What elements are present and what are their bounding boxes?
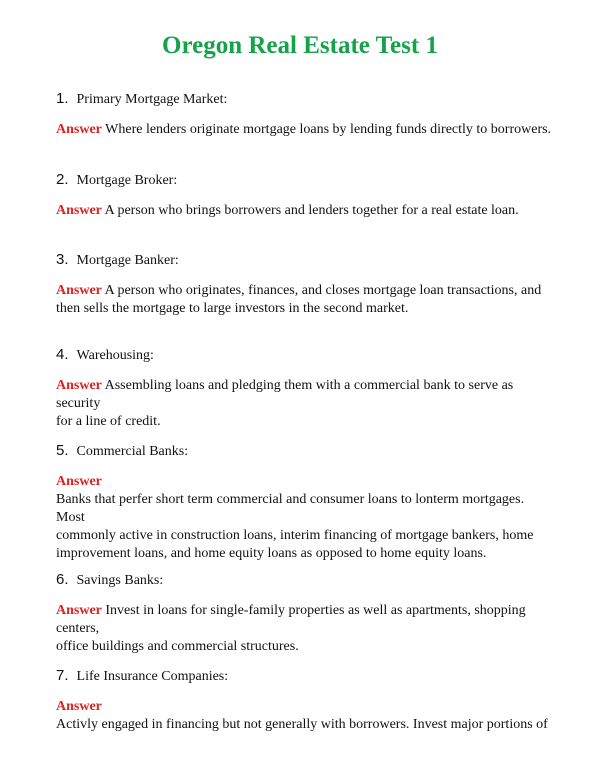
question xyxy=(56,249,556,271)
question-text: Primary Mortgage Market: xyxy=(76,92,228,107)
question-number: 7. xyxy=(56,667,69,684)
page-title: Oregon Real Estate Test 1 xyxy=(162,32,438,59)
answer-text: A person who brings borrowers and lenders together for a real estate loan. xyxy=(101,203,519,218)
question-text: Savings Banks: xyxy=(76,573,164,588)
question xyxy=(56,344,556,366)
question-number: 5. xyxy=(56,442,69,459)
answer xyxy=(56,473,556,563)
answer-label: Answer xyxy=(56,474,102,489)
question-text: Mortgage Banker: xyxy=(76,253,179,268)
qa-item xyxy=(56,569,556,656)
question xyxy=(56,665,556,687)
question-number: 6. xyxy=(56,571,69,588)
question-number: 2. xyxy=(56,171,69,188)
answer-label: Answer xyxy=(56,699,102,714)
question xyxy=(56,169,556,191)
answer-text: Where lenders originate mortgage loans by lending funds directly to borrowers. xyxy=(101,122,552,137)
answer xyxy=(56,602,556,656)
answer-text: Activly engaged in financing but not generally with borrowers. Invest major portions of xyxy=(56,717,548,732)
question-text: Life Insurance Companies: xyxy=(76,669,229,684)
answer-text: Invest in loans for single-family properties as well as apartments, shopping centers, office buildings and commercial structures. xyxy=(56,603,526,654)
answer-label: Answer xyxy=(56,122,102,137)
answer-label: Answer xyxy=(56,378,102,393)
question-number: 4. xyxy=(56,346,69,363)
answer xyxy=(56,121,556,139)
qa-item xyxy=(56,88,556,139)
question-text: Warehousing: xyxy=(76,348,154,363)
question-number: 1. xyxy=(56,90,69,107)
question xyxy=(56,88,556,110)
qa-item xyxy=(56,344,556,431)
qa-item xyxy=(56,665,556,734)
question-number: 3. xyxy=(56,251,69,268)
answer xyxy=(56,377,556,431)
question-text: Mortgage Broker: xyxy=(76,173,178,188)
answer xyxy=(56,202,556,220)
question xyxy=(56,440,556,462)
answer-text: Assembling loans and pledging them with a commercial bank to serve as security for a line of credit. xyxy=(56,378,514,429)
qa-item xyxy=(56,169,556,220)
answer-label: Answer xyxy=(56,603,102,618)
answer-text: Banks that perfer short term commercial and consumer loans to lonterm mortgages. Most commonly active in construction loans, interim financing of mortgage bankers, home improvement loans, and home equity loans as opposed to home equity loans. xyxy=(56,492,534,561)
answer xyxy=(56,698,556,734)
question xyxy=(56,569,556,591)
question-text: Commercial Banks: xyxy=(76,444,189,459)
qa-item xyxy=(56,440,556,563)
qa-item xyxy=(56,249,556,318)
answer xyxy=(56,282,556,318)
answer-label: Answer xyxy=(56,283,102,298)
answer-text: A person who originates, finances, and closes mortgage loan transactions, and then sells the mortgage to large investors in the second market. xyxy=(56,283,542,316)
answer-label: Answer xyxy=(56,203,102,218)
